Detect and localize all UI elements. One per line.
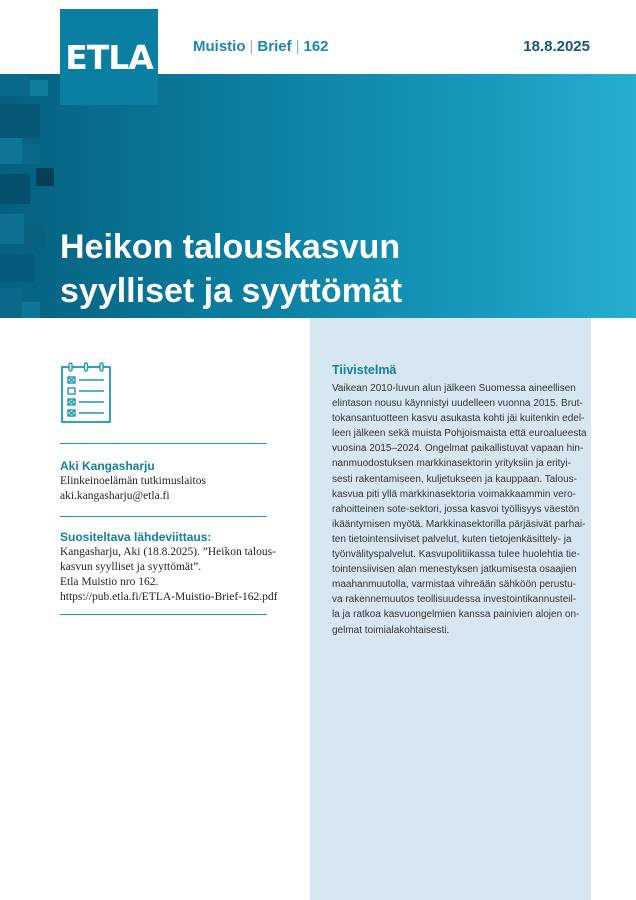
summary-line: kasvua piti yllä markkinasektoria voimakkaammin vero- bbox=[332, 488, 576, 500]
citation-heading: Suositeltava lähdeviittaus: bbox=[60, 530, 212, 544]
citation-line: kasvun syylliset ja syyttömät”. bbox=[60, 561, 202, 573]
summary-line: leen jälkeen sekä muista Pohjoismaista että euroalueesta bbox=[332, 428, 587, 440]
logo-text: ETLA bbox=[65, 38, 153, 77]
summary-line: maahanmuutolla, varmistaa vihreään sähköön perustu- bbox=[332, 579, 577, 591]
summary-heading: Tiivistelmä bbox=[332, 363, 397, 377]
summary-line: tointensiivisen alan menestyksen jatkumisesta osaajien bbox=[332, 564, 577, 576]
title-line: Heikon talouskasvun bbox=[60, 228, 401, 266]
summary-line: va rakennemuutos teollisuudessa investointikannusteil- bbox=[332, 594, 577, 606]
title-banner bbox=[0, 74, 636, 318]
summary-line: työnvälityspalvelut. Kasvupolitiikassa tulee huolehtia tie- bbox=[332, 549, 580, 561]
title-line: syylliset ja syyttömät bbox=[60, 272, 403, 310]
summary-line: rahoitteinen sote-sektori, jossa kasvoi työllisyys väestön bbox=[332, 503, 580, 515]
summary-line: nanmuodostuksen markkinasektorin yrityksiin ja erityi- bbox=[332, 458, 571, 470]
series-name: Muistio bbox=[193, 38, 246, 55]
series-name-en: Brief bbox=[257, 38, 292, 55]
summary-line: sesti rakentamiseen, kuljetukseen ja kauppaan. Talous- bbox=[332, 473, 577, 485]
publication-date: 18.8.2025 bbox=[523, 38, 590, 55]
document-title bbox=[60, 225, 480, 313]
summary-line: elintason nousu käynnistyi uudelleen vuonna 2015. Brut- bbox=[332, 398, 583, 410]
summary-text bbox=[332, 381, 587, 638]
etla-logo bbox=[60, 9, 158, 105]
summary-line: ten tietointensiiviset palvelut, kuten tietojenkäsittely- ja bbox=[332, 533, 572, 545]
summary-line: Vaikean 2010-luvun alun jälkeen Suomessa aineellisen bbox=[332, 383, 576, 394]
summary-line: ikääntymisen myötä. Markkinasektorilla pärjäsivät parhai- bbox=[332, 518, 586, 530]
citation-line: Kangasharju, Aki (18.8.2025). ”Heikon talous- bbox=[60, 546, 276, 558]
summary-line: vuosina 2015–2024. Ongelmat paikallistuvat vapaan hin- bbox=[332, 443, 584, 455]
brief-number: 162 bbox=[303, 38, 329, 55]
author-organization: Elinkeinoelämän tutkimuslaitos bbox=[60, 475, 206, 487]
separator: | bbox=[295, 38, 300, 55]
checklist-clipboard-icon bbox=[60, 362, 112, 424]
series-label bbox=[193, 38, 329, 55]
header-bar bbox=[0, 0, 636, 77]
summary-line: tokansantuotteen kasvu asukasta kohti jäi kuitenkin edel- bbox=[332, 413, 585, 425]
summary-line: gelmat toimialakohtaisesti. bbox=[332, 624, 450, 636]
divider bbox=[60, 516, 267, 517]
author-name: Aki Kangasharju bbox=[60, 459, 155, 473]
citation-url[interactable]: https://pub.etla.fi/ETLA-Muistio-Brief-162.pdf bbox=[60, 591, 278, 603]
author-email[interactable]: aki.kangasharju@etla.fi bbox=[60, 490, 170, 502]
citation-line: Etla Muistio nro 162. bbox=[60, 576, 159, 588]
divider bbox=[60, 614, 267, 615]
summary-line: la ja ratkoa kasvuongelmien kanssa painivien alojen on- bbox=[332, 609, 580, 621]
divider bbox=[60, 443, 267, 444]
citation-text bbox=[60, 545, 278, 605]
separator: | bbox=[249, 38, 254, 55]
